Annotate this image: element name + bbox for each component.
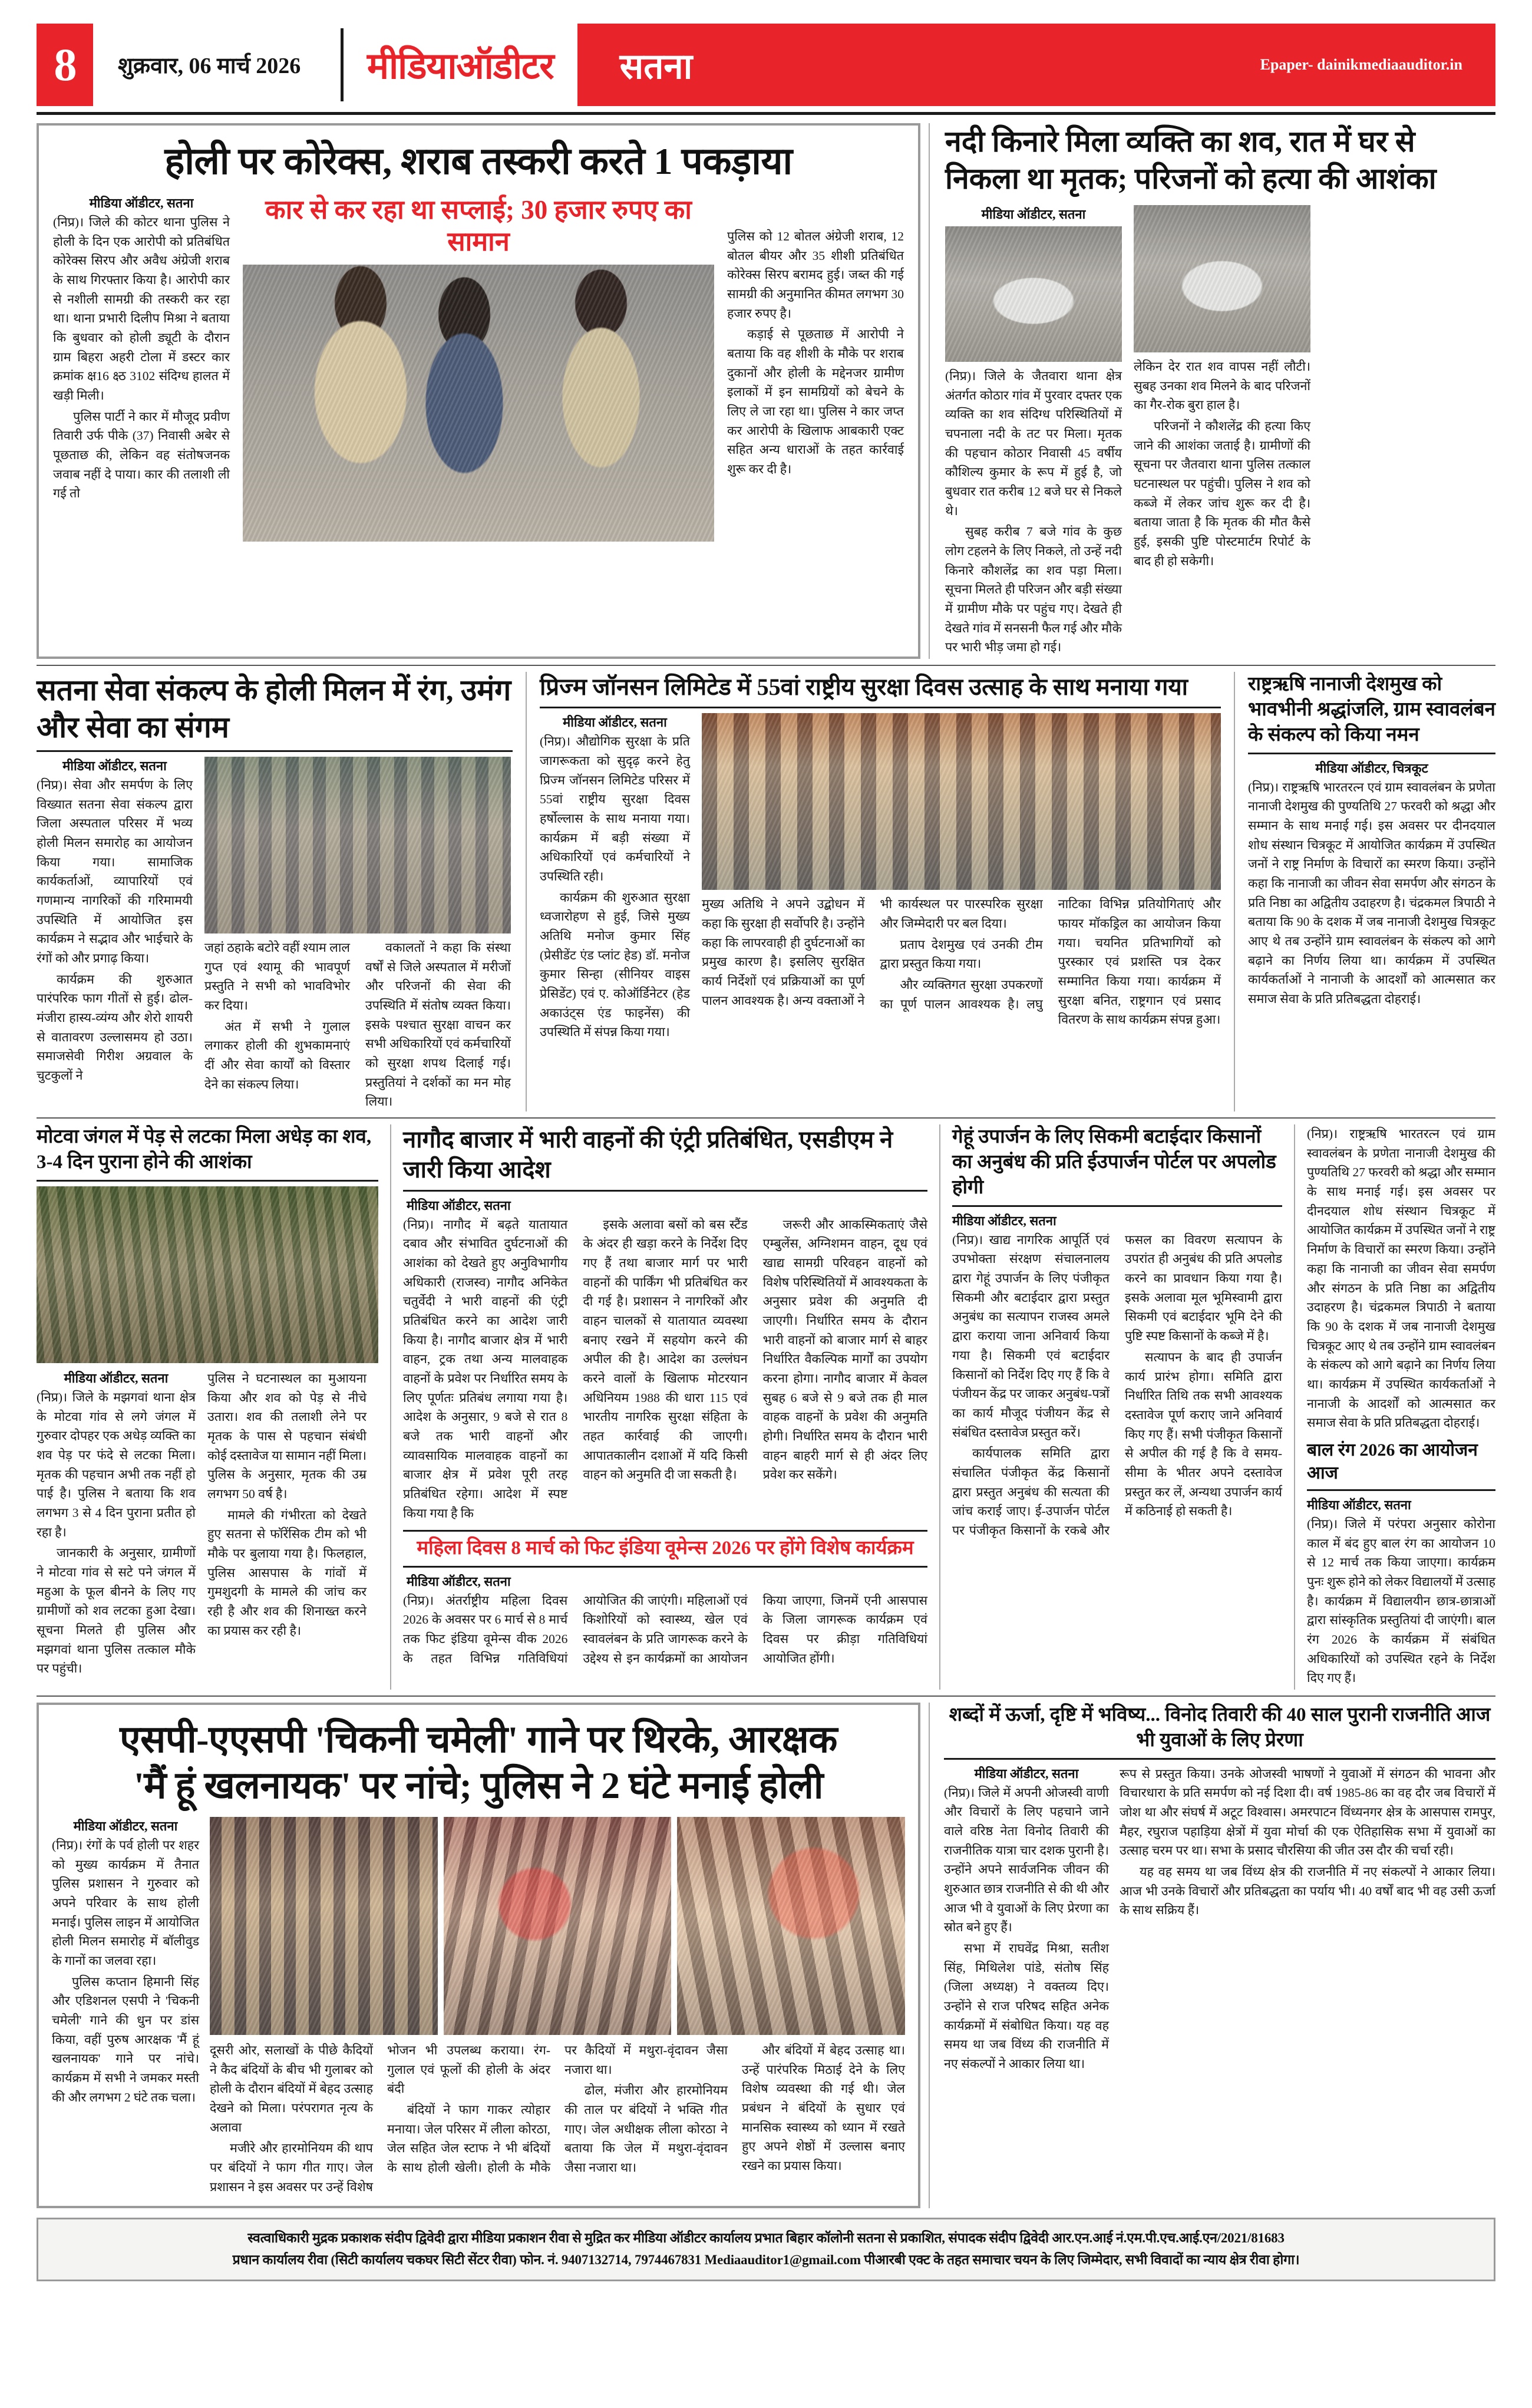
row3-section [37, 1124, 1495, 1690]
row3-s1-c2-p1: पुलिस ने घटनास्थल का मुआयना किया और शव को पेड़ से नीचे उतारा। शव की तलाशी लेने पर मृतक के पास से पहचान संबंधी कोई दस्तावेज या सामान नहीं मिला। पुलिस के अनुसार, मृतक की उम्र लगभग 50 वर्ष है। [207, 1371, 367, 1501]
page-footer [37, 2218, 1495, 2281]
epaper-url[interactable]: Epaper- dainikmediaauditor.in [1260, 56, 1462, 73]
row3-s1-c1-p1: (निप्र)। जिले के मझगवां थाना क्षेत्र के मोटवा गांव से लगे जंगल में गुरुवार दोपहर एक अधेड़ व्यक्ति का शव पेड़ पर फंदे से लटका मिला। मृतक की पहचान अभी तक नहीं हो पाई है। पुलिस ने बताया कि शव लगभग 3 से 4 दिन पुराना प्रतीत हो रहा है। [37, 1390, 196, 1539]
footer-imprint-line2: प्रधान कार्यालय रीवा (सिटी कार्यालय चकघर सिटी सेंटर रीवा) फोन. नं. 9407132714, 7974467831 Mediaauditor1@gmail.com पीआरबी एक्ट के तहत समाचार चयन के लिए जिम्मेदार, सभी विवादों का न्याय क्षेत्र रीवा होगा। [232, 2252, 1300, 2268]
masthead-rule [37, 112, 1495, 115]
row3-story3-cols [952, 1231, 1282, 1541]
bot-s2-c2-p1: रूप से प्रस्तुत किया। उनके ओजस्वी भाषणों ने युवाओं में संगठन की भावना और विचारधारा के प्रति समर्पण को नई दिशा दी। वर्ष 1985-86 का वह दौर जब विचारों में जोश था और संघर्ष में अटूट विश्वास। अमरपाटन विंध्यनगर क्षेत्र के आसपास रामपुर, मैहर, रघुराज पहाड़िया क्षेत्रों में युवा मोर्चा की एक ऐतिहासिक सभा में युवाओं का उत्साह चरम पर था। सभा के प्रसाद चौरसिया की जीत उस दौर की चर्चा रही। [1120, 1766, 1495, 1858]
bot-s2-c1-p2: सभा में राघवेंद्र मिश्रा, सतीश सिंह, मिथिलेश पांडे, संतोष सिंह (जिला अध्यक्ष) ने वक्तव्य दिए। उन्होंने से राज परिषद सहित अनेक कार्यक्रमों में संबोधित किया। यह वह समय था जब विंध्य की राजनीति में नए संकल्पों ने आकार लिया था। [944, 1941, 1109, 2071]
row3-story2b-rule-bottom [403, 1566, 927, 1568]
bottom-photo-holi-3 [677, 1817, 905, 2035]
bottom-section [37, 1703, 1495, 2209]
brand-logo: मीडियाऑडीटर [367, 47, 554, 87]
lead-col2-p1: पुलिस को 12 बोतल अंग्रेजी शराब, 12 बोतल बीयर और 35 शीशी प्रतिबंधित कोरेक्स सिरप बरामद हुई। जब्त की गई सामग्री की अनुमानित कीमत लगभग 30 हजार रुपए है। [727, 229, 904, 321]
bot-s1-c3-p1: बंदियों ने फाग गाकर त्योहार मनाया। जेल परिसर में लीला कोरठा, जेल सहित जेल स्टाफ ने भी बंदियों के साथ होली खेली। होली के मौके पर कैदियों में मथुरा-वृंदावन जैसा नजारा था। [387, 2043, 728, 2175]
row2-story3-headline: राष्ट्रऋषि नानाजी देशमुख को भावभीनी श्रद्धांजलि, ग्राम स्वावलंबन के संकल्प को किया नमन [1248, 674, 1495, 746]
masthead [37, 24, 1495, 106]
row3-s4-p1: (निप्र)। जिले में परंपरा अनुसार कोरोना काल में बंद हुए बाल रंग का आयोजन 10 से 12 मार्च तक किया जाएगा। कार्यक्रम पुनः शुरू होने को लेकर विद्यालयों में उत्साह है। कार्यक्रम में विद्यालयीन छात्र-छात्राओं द्वारा सांस्कृतिक प्रस्तुतियां दी जाएंगी। बाल रंग 2026 के कार्यक्रम में संबंधित अधिकारियों को उपस्थित रहने के निर्देश दिए गए हैं। [1307, 1516, 1495, 1685]
bottom-story-vinod-tiwari[interactable] [929, 1703, 1495, 2209]
row2-story2-photo [702, 713, 1221, 890]
row3-story3-byline: मीडिया ऑडीटर, सतना [952, 1213, 1056, 1228]
top-right-photo-1 [945, 226, 1122, 362]
brand-container [344, 24, 577, 106]
lead-col1-p2: पुलिस पार्टी ने कार में मौजूद प्रवीण तिवारी उर्फ पीके (37) निवासी अबेर से पूछताछ की, लेकिन वह संतोषजनक जवाब नहीं दे पाया। कार की तलाशी ली गई तो [53, 409, 230, 501]
top-right-photo-2 [1134, 205, 1310, 352]
top-right-col1 [945, 367, 1122, 657]
row3-story2-cols [403, 1215, 927, 1523]
bottom-photo-holi-1 [210, 1817, 438, 2035]
lead-col2 [727, 227, 904, 479]
edition-banner [577, 24, 1495, 106]
row2-s1-c1-p1: (निप्र)। सेवा और समर्पण के लिए विख्यात सतना सेवा संकल्प द्वारा जिला अस्पताल परिसर में भव्य होली मिलन समारोह का आयोजन किया गया। सामाजिक कार्यकर्ताओं, व्यापारियों एवं गणमान्य नागरिकों की गरिमामयी उपस्थिति में आयोजित इस कार्यक्रम ने सद्भाव और भाईचारे के रंगों को और प्रगाढ़ किया। [37, 778, 193, 966]
row2-story1-cols [204, 938, 511, 1111]
top-right-col2-p2: परिजनों ने कौशलेंद्र की हत्या किए जाने की आशंका जताई है। ग्रामीणों की सूचना पर जैतवारा थाना पुलिस तत्काल घटनास्थल पर पहुंची। पुलिस ने शव को कब्जे में लेकर जांच शुरू कर दी है। बताया जाता है कि मृतक की मौत कैसे हुई, इसकी पुष्टि पोस्टमार्टम रिपोर्ट के बाद ही हो सकेगी। [1134, 419, 1310, 568]
section-rule-2 [37, 1117, 1495, 1119]
top-right-headline: नदी किनारे मिला व्यक्ति का शव, रात में घर से निकला था मृतक; परिजनों को हत्या की आशंका [945, 125, 1437, 195]
row3-story3-rule [952, 1205, 1282, 1207]
bottom-story2-col1 [944, 1783, 1109, 2074]
top-right-col1-p2: सुबह करीब 7 बजे गांव के कुछ लोग टहलने के लिए निकले, तो उन्हें नदी किनारे कौशलेंद्र का शव पड़ा मिला। सूचना मिलते ही परिजन और बड़ी संख्या में ग्रामीण मौके पर पहुंच गए। देखते ही देखते गांव में सनसनी फैल गई और मौके पर भारी भीड़ जमा हो गई। [945, 525, 1122, 655]
row2-s1-c1-p2: कार्यक्रम की शुरुआत पारंपरिक फाग गीतों से हुई। ढोल-मंजीरा हास्य-व्यंग्य और शेरो शायरी से वातावरण उल्लासमय हो उठा। समाजसेवी गिरीश अग्रवाल के चुटकुलों ने [37, 972, 193, 1083]
lead-col2-p2: कड़ाई से पूछताछ में आरोपी ने बताया कि वह शीशी के मौके पर शराब दुकानों और होली के मद्देनजर ग्रामीण इलाकों में इन सामग्रियों को बेचने के लिए ले जा रहा था। पुलिस ने कार जप्त कर आरोपी के खिलाफ आबकारी एक्ट सहित अन्य धाराओं के तहत कार्रवाई शुरू कर दी है। [727, 327, 904, 477]
lead-kicker: कार से कर रहा था सप्लाई; 30 हजार रुपए का सामान [265, 195, 692, 257]
edition-name: सतना [619, 47, 693, 86]
row3-story2b-rule-top [403, 1530, 927, 1532]
row2-story3-body [1248, 778, 1495, 1009]
lead-col1-p1: (निप्र)। जिले की कोटर थाना पुलिस ने होली के दिन एक आरोपी को प्रतिबंधित कोरेक्स सिरप और अवैध अंग्रेजी शराब के साथ गिरफ्तार किया है। आरोपी कार से नशीली सामग्री की तस्करी कर रहा था। थाना प्रभारी दिलीप मिश्रा ने बताया कि बुधवार को होली ड्यूटी के दौरान ग्राम बिहरा अहरी टोला में डस्टर कार क्रमांक क्ष16 क्ष्ठ 3102 संदिग्ध हालत में खड़ी मिली। [53, 215, 230, 403]
row3-s2-c3: जरूरी और आकस्मिकताएं जैसे एम्बुलेंस, अग्निशमन वाहन, दूध एवं खाद्य सामग्री परिवहन वाहनों को विशेष परिस्थितियों में आवश्यकता के अनुसार प्रवेश की अनुमति दी जाएगी। निर्धारित समय के दौरान भारी वाहनों को बाजार मार्ग से बाहर निर्धारित वैकल्पिक मार्गों का उपयोग करना होगा। नागौद बाजार में केवल सुबह 6 बजे से 9 बजे तक ही माल वाहक वाहनों के प्रवेश की अनुमति होगी। निर्धारित समय के दौरान भारी वाहन बाहरी मार्ग से ही अंदर लिए प्रवेश कर सकेंगे। [762, 1217, 927, 1482]
row2-s2-c3-p1: और व्यक्तिगत सुरक्षा उपकरणों का पूर्ण पालन आवश्यक है। लघु नाटिका विभिन्न प्रतियोगिताएं और फायर मॉकड्रिल का आयोजन किया गया। चयनित प्रतिभागियों को पुरस्कार एवं प्रशस्ति पत्र देकर सम्मानित किया गया। कार्यक्रम में सुरक्षा बनित, राष्ट्रगान एवं प्रसाद वितरण के साथ कार्यक्रम संपन्न हुआ। [880, 897, 1221, 1027]
row3-story1-col2 [207, 1369, 367, 1640]
row3-story4-body [1307, 1515, 1495, 1688]
bot-s2-c2-p2: यह वह समय था जब विंध्य क्षेत्र की राजनीति में नए संकल्पों ने आकार लिया। आज भी उनके विचारों और प्रतिबद्धता का पर्याय भी। 40 वर्षों बाद भी वह उसी ऊर्जा के साथ सक्रिय हैं। [1120, 1865, 1495, 1918]
row3-s2-c1: (निप्र)। नागौद में बढ़ते यातायात दबाव और संभावित दुर्घटनाओं की आशंका को देखते हुए अनुविभागीय अधिकारी (राजस्व) नागौद अनिकेत चतुर्वेदी ने भारी वाहनों की एंट्री प्रतिबंधित करने का आदेश जारी किया है। नागौद बाजार क्षेत्र में भारी वाहन, ट्रक तथा अन्य मालवाहक वाहनों के प्रवेश पर निर्धारित समय के लिए पूर्णतः प्रतिबंध लगाया गया है। आदेश के अनुसार, 9 बजे से रात 8 बजे तक भारी वाहनों और व्यावसायिक मालवाहक वाहनों का बाजार क्षेत्र में प्रवेश पूरी तरह प्रतिबंधित रहेगा। आदेश में स्पष्ट किया गया है कि [403, 1217, 568, 1520]
bottom-story1-headline-l1: एसपी-एएसपी 'चिकनी चमेली' गाने पर थिरके, आरक्षक [120, 1718, 837, 1760]
row2-story1-headline: सतना सेवा संकल्प के होली मिलन में रंग, उमंग और सेवा का संगम [37, 674, 511, 744]
top-right-byline: मीडिया ऑडीटर, सतना [981, 207, 1086, 222]
page-number-badge [37, 24, 93, 106]
section-rule-3 [37, 1696, 1495, 1697]
bot-s1-c2-p1: दूसरी ओर, सलाखों के पीछे कैदियों ने कैद बंदियों के बीच भी गुलाबर को होली के दौरान बंदियों में बेहद उत्साह देखने को मिला। परंपरागत नृत्य के अलावा [210, 2043, 373, 2135]
row2-s1-c3-p1: वकालतों ने कहा कि संस्था वर्षों से जिले अस्पताल में मरीजों और परिजनों की सेवा की उपस्थिति में संतोष व्यक्त किया। इसके पश्चात सुरक्षा वाचन कर सभी अधिकारियों एवं कर्मचारियों को सुरक्षा शपथ दिलाई गई। प्रस्तुतियां ने दर्शकों का मन मोह लिया। [365, 941, 511, 1109]
bottom-story1-byline: मीडिया ऑडीटर, सतना [73, 1819, 178, 1834]
lead-story[interactable] [37, 123, 920, 659]
lead-byline: मीडिया ऑडीटर, सतना [89, 196, 194, 211]
bottom-story-holi-police[interactable] [37, 1703, 920, 2209]
bot-s1-c1-p1: (निप्र)। रंगों के पर्व होली पर शहर को मुख्य कार्यक्रम में तैनात पुलिस प्रशासन ने गुरुवार को अपने परिवार के साथ होली मनाई। पुलिस लाइन में आयोजित होली मिलन समारोह में बॉलीवुड के गानों का जलवा रहा। [52, 1838, 199, 1968]
row2-story-prism-johnson[interactable] [527, 672, 1234, 1111]
bottom-story1-col1 [52, 1836, 199, 2107]
row3-story1-rule [37, 1180, 378, 1182]
section-rule-1 [37, 665, 1495, 666]
row2-story3-byline: मीडिया ऑडीटर, चित्रकूट [1315, 760, 1428, 776]
lead-col1 [53, 213, 230, 503]
publication-date: शुक्रवार, 06 मार्च 2026 [118, 54, 301, 78]
row2-story2-byline: मीडिया ऑडीटर, सतना [563, 715, 667, 730]
row3-story2-byline: मीडिया ऑडीटर, सतना [407, 1198, 511, 1213]
bot-s1-c3-p2: ढोल, मंजीरा और हारमोनियम की ताल पर बंदियों ने भक्ति गीत गाए। जेल अधीक्षक लीला कोरठा ने बताया कि जेल में मथुरा-वृंदावन जैसा नजारा था। [564, 2083, 728, 2175]
row3-s2-c2: इसके अलावा बसों को बस स्टैंड के अंदर ही खड़ा करने के निर्देश दिए गए हैं तथा बाजार मार्ग पर भारी वाहनों की पार्किंग भी प्रतिबंधित कर दी गई है। प्रशासन ने नागरिकों और वाहन चालकों से यातायात व्यवस्था बनाए रखने में सहयोग करने की अपील की है। आदेश का उल्लंघन करने वालों के खिलाफ मोटरयान अधिनियम 1988 की धारा 115 एवं भारतीय नागरिक सुरक्षा संहिता के तहत कार्रवाई की जाएगी। आपातकालीन दशाओं में यदि किसी वाहन को अनुमति दी जा सकती है। [583, 1217, 748, 1482]
row2-story-nanaji[interactable] [1235, 672, 1495, 1111]
row3-story1-col1 [37, 1388, 196, 1678]
row2-s2-c2-p1: मुख्य अतिथि ने अपने उद्बोधन में कहा कि सुरक्षा ही सर्वोपरि है। उन्होंने कहा कि लापरवाही ही दुर्घटनाओं का प्रमुख कारण है। इसलिए सुरक्षित कार्य निर्देशों एवं प्रक्रियाओं का पूर्ण पालन आवश्यक है। अन्य वक्ताओं ने भी कार्यस्थल पर पारस्परिक सुरक्षा और जिम्मेदारी पर बल दिया। [702, 897, 1043, 1008]
row2-story2-rule [540, 707, 1221, 708]
row3-s4-continued: (निप्र)। राष्ट्रऋषि भारतरत्न एवं ग्राम स्वावलंबन के प्रणेता नानाजी देशमुख की पुण्यतिथि 27 फरवरी को श्रद्धा और सम्मान के साथ मनाई गई। इस अवसर पर दीनदयाल शोध संस्थान चित्रकूट में आयोजित कार्यक्रम में उपस्थित जनों ने राष्ट्र निर्माण के विचारों का स्मरण किया। उन्होंने कहा कि नानाजी का जीवन सेवा समर्पण और संगठन के प्रति निष्ठा का अद्वितीय उदाहरण है। चंद्रकमल त्रिपाठी ने बताया कि 90 के दशक में जब नानाजी देशमुख चित्रकूट आए थे तब उन्होंने ग्राम स्वावलंबन के संकल्प को आगे बढ़ाने का निर्णय लिया था। कार्यक्रम में उपस्थित कार्यकर्ताओं ने नानाजी के आदर्शों को आत्मसात कर समाज सेवा के प्रति प्रतिबद्धता दोहराई। [1307, 1127, 1495, 1430]
row3-s1-c1-p2: जानकारी के अनुसार, ग्रामीणों ने मोटवा गांव से सटे पने जंगल में महुआ के फूल बीनने के लिए गए ग्रामीणों को शव लटका हुआ देखा। सूचना मिलते ही पुलिस और मझगवां थाना पुलिस तत्काल मौके पर पहुंची। [37, 1546, 196, 1676]
row2-s2-c1-p2: कार्यक्रम की शुरुआत सुरक्षा ध्वजारोहण से हुई, जिसे मुख्य अतिथि मनोज कुमार सिंह (प्रेसीडेंट एंड प्लांट हेड) डॉ. मनोज कुमार सिन्हा (सीनियर वाइस प्रेसिडेंट) एवं ए. कोऑर्डिनेटर (हेड अकाउंट्स एंड फाइनेंस) की उपस्थिति में संपन्न किया गया। [540, 890, 690, 1040]
row3-story1-byline: मीडिया ऑडीटर, सतना [64, 1370, 169, 1386]
bot-s1-c1-p2: पुलिस कप्तान हिमानी सिंह और एडिशनल एसपी ने 'चिकनी चमेली' गाने की धुन पर डांस किया, वहीं पुरुष आरक्षक 'मैं हूं खलनायक' गाने पर नांचे। कार्यक्रम में सभी ने जमकर मस्ती की और लगभग 2 घंटे तक चला। [52, 1974, 199, 2104]
row3-story3-headline: गेहूं उपार्जन के लिए सिकमी बटाईदार किसानों का अनुबंध की प्रति ईउपार्जन पोर्टल पर अपलोड होगी [952, 1126, 1276, 1198]
row2-story3-rule [1248, 753, 1495, 754]
row2-s2-c1-p1: (निप्र)। औद्योगिक सुरक्षा के प्रति जागरूकता को सुदृढ़ करने हेतु प्रिज्म जॉनसन लिमिटेड परिसर में 55वां राष्ट्रीय सुरक्षा दिवस हर्षोल्लास के साथ मनाया गया। कार्यक्रम में बड़ी संख्या में अधिकारियों एवं कर्मचारियों ने उपस्थिति रही। [540, 734, 690, 883]
row2-s1-c2-p2: अंत में सभी ने गुलाल लगाकर होली की शुभकामनाएं दीं और सेवा कार्यों को विस्तार देने का संकल्प लिया। [204, 1019, 350, 1091]
row3-story2b-body [403, 1591, 927, 1669]
row2-story1-col1 [37, 776, 193, 1086]
row2-s1-c2-p1: जहां ठहाके बटोरे वहीं श्याम लाल गुप्त एवं श्यामू की भावपूर्ण प्रस्तुति ने सभी को भावविभोर कर दिया। [204, 941, 350, 1013]
row3-story1-photo [37, 1186, 378, 1363]
row2-story2-headline: प्रिज्म जॉनसन लिमिटेड में 55वां राष्ट्रीय सुरक्षा दिवस उत्साह के साथ मनाया गया [540, 674, 1188, 701]
row3-s3-c3: सत्यापन के बाद ही उपार्जन कार्य प्रारंभ होगा। समिति द्वारा निर्धारित तिथि तक सभी आवश्यक दस्तावेज पूर्ण कराए जाने अनिवार्य किए गए हैं। सभी पंजीकृत किसानों से अपील की गई है कि वे समय-सीमा के भीतर अपने दस्तावेज प्रस्तुत कर लें, अन्यथा उपार्जन कार्य में कठिनाई हो सकती है। [1125, 1350, 1282, 1519]
row2-story1-photo [204, 757, 511, 933]
top-right-col1-p1: (निप्र)। जिले के जैतवारा थाना क्षेत्र अंतर्गत कोठार गांव में पुरवार दफ्तर एक व्यक्ति का शव संदिग्ध परिस्थितियों में चपनाला नदी के तट पर मिला। मृतक की पहचान कोठार निवासी 45 वर्षीय कौशिल्य कुमार के रूप में हुई है, जो बुधवार रात करीब 12 बजे घर से निकले थे। [945, 369, 1122, 518]
bottom-story1-cols [210, 2041, 905, 2196]
row3-story2-rule [403, 1190, 927, 1192]
top-section [37, 123, 1495, 659]
lead-photo-arrest [243, 265, 714, 542]
row2-story1-byline: मीडिया ऑडीटर, सतना [62, 758, 167, 774]
row3-story-motwa[interactable] [37, 1124, 390, 1690]
bottom-story2-col2 [1120, 1764, 1495, 1920]
bottom-story1-headline-l2: 'मैं हूं खलनायक' पर नांचे; पुलिस ने 2 घंटे मनाई होली [133, 1764, 823, 1806]
top-right-story[interactable] [929, 123, 1495, 659]
row2-s3-p1: (निप्र)। राष्ट्रऋषि भारतरत्न एवं ग्राम स्वावलंबन के प्रणेता नानाजी देशमुख की पुण्यतिथि 27 फरवरी को श्रद्धा और सम्मान के साथ मनाई गई। इस अवसर पर दीनदयाल शोध संस्थान चित्रकूट में आयोजित कार्यक्रम में उपस्थित जनों ने राष्ट्र निर्माण के विचारों का स्मरण किया। उन्होंने कहा कि नानाजी का जीवन सेवा समर्पण और संगठन के प्रति निष्ठा का अद्वितीय उदाहरण है। चंद्रकमल त्रिपाठी ने बताया कि 90 के दशक में जब नानाजी देशमुख चित्रकूट आए थे तब उन्होंने ग्राम स्वावलंबन के संकल्प को आगे बढ़ाने का निर्णय लिया था। कार्यक्रम में उपस्थित कार्यकर्ताओं ने नानाजी के आदर्शों को आत्मसात कर समाज सेवा के प्रति प्रतिबद्धता दोहराई। [1248, 780, 1495, 1007]
lead-headline: होली पर कोरेक्स, शराब तस्करी करते 1 पकड़ाया [164, 140, 793, 182]
row2-story2-col1 [540, 732, 690, 1042]
row3-s2b-p1: (निप्र)। अंतर्राष्ट्रीय महिला दिवस 2026 के अवसर पर 6 मार्च से 8 मार्च तक फिट इंडिया वूमेन्स वीक 2026 के तहत विभिन्न गतिविधियां आयोजित की जाएंगी। महिलाओं एवं किशोरियों को स्वास्थ्य, खेल एवं स्वावलंबन के प्रति जागरूक करने के उद्देश्य से इन कार्यक्रमों का आयोजन किया जाएगा, जिनमें एनी आसपास के जिला जागरूक कार्यक्रम एवं दिवस पर क्रीड़ा गतिविधियां आयोजित होंगी। [403, 1593, 927, 1665]
date-container [93, 24, 341, 106]
row3-s3-c2: कार्यपालक समिति द्वारा संचालित पंजीकृत केंद्र किसानों द्वारा प्रस्तुत अनुबंध की सत्यता की जांच कराई जाए। ई-उपार्जन पोर्टल पर पंजीकृत किसानों के रकबे और फसल का विवरण सत्यापन के उपरांत ही अनुबंध की प्रति अपलोड करने का प्रावधान किया गया है। इसके अलावा मूल भूमिस्वामी द्वारा सिकमी एवं बटाईदार भूमि देने की पुष्टि स्पष्ट किसानों के कब्जे में है। [952, 1232, 1282, 1538]
top-right-col2 [1134, 357, 1310, 570]
bottom-photo-holi-2 [444, 1817, 672, 2035]
row3-s3-c1: (निप्र)। खाद्य नागरिक आपूर्ति एवं उपभोक्ता संरक्षण संचालनालय द्वारा गेहूं उपार्जन के लिए पंजीकृत सिकमी और बटाईदार द्वारा प्रस्तुत अनुबंध का सत्यापन राजस्व अमले द्वारा कराया जाना अनिवार्य किया गया है। सिकमी एवं बटाईदार किसानों को निर्देश दिए गए हैं कि वे पंजीयन केंद्र पर जाकर अनुबंध-पत्रों का कार्य मौजूद पंजीयन केंद्र से संबंधित दस्तावेज प्रस्तुत करें। [952, 1232, 1110, 1440]
footer-imprint-line1: स्वत्वाधिकारी मुद्रक प्रकाशक संदीप द्विवेदी द्वारा मीडिया प्रकाशन रीवा से मुद्रित कर मीडिया ऑडीटर कार्यालय प्रभात बिहार कॉलोनी सतना से प्रकाशित, संपादक संदीप द्विवेदी आर.एन.आई नं.एम.पी.एच.आई.एन/2021/81683 [247, 2231, 1285, 2246]
row3-story2b-headline: महिला दिवस 8 मार्च को फिट इंडिया वूमेन्स 2026 पर होंगे विशेष कार्यक्रम [417, 1538, 914, 1559]
row3-story2-headline: नागौद बाजार में भारी वाहनों की एंट्री प्रतिबंधित, एसडीएम ने जारी किया आदेश [403, 1126, 893, 1183]
row2-section [37, 672, 1495, 1111]
top-right-col2-p1: लेकिन देर रात शव वापस नहीं लौटी। सुबह उनका शव मिलने के बाद परिजनों का गैर-रोक बुरा हाल है। [1134, 359, 1310, 413]
row3-s1-c2-p2: मामले की गंभीरता को देखते हुए सतना से फॉरेंसिक टीम को भी मौके पर बुलाया गया है। फिलहाल, पुलिस आसपास के गांवों में गुमशुदगी के मामले की जांच कर रही है और शव की शिनाख्त करने का प्रयास कर रही है। [207, 1508, 367, 1638]
row2-story-seva-sankalp[interactable] [37, 672, 526, 1111]
page-number: 8 [54, 39, 76, 90]
row3-story4-byline: मीडिया ऑडीटर, सतना [1307, 1497, 1411, 1512]
bottom-story2-byline: मीडिया ऑडीटर, सतना [974, 1766, 1079, 1781]
row3-story4-rule [1307, 1489, 1495, 1491]
row2-story1-rule [37, 750, 513, 752]
row3-story2b-byline: मीडिया ऑडीटर, सतना [407, 1574, 511, 1589]
row3-story4-lead-text [1307, 1124, 1495, 1433]
bottom-story2-headline: शब्दों में ऊर्जा, दृष्टि में भविष्य... विनोद तिवारी की 40 साल पुरानी राजनीति आज भी युवाओं के लिए प्रेरणा [949, 1704, 1491, 1751]
bot-s2-c1-p1: (निप्र)। जिले में अपनी ओजस्वी वाणी और विचारों के लिए पहचाने जाने वाले वरिष्ठ नेता विनोद तिवारी की राजनीतिक यात्रा चार दशक पुरानी है। उन्होंने अपने सार्वजनिक जीवन की शुरुआत छात्र राजनीति से की थी और आज भी वे युवाओं के लिए प्रेरणा का स्रोत बने हुए हैं। [944, 1785, 1109, 1935]
row2-s2-c2-p2: प्रताप देशमुख एवं उनकी टीम द्वारा प्रस्तुत किया गया। [880, 937, 1043, 971]
row2-story2-cols [702, 895, 1221, 1030]
bottom-story2-rule [944, 1758, 1495, 1760]
row3-story-nagaud[interactable] [391, 1124, 939, 1690]
row3-story1-headline: मोटवा जंगल में पेड़ से लटका मिला अधेड़ का शव, 3-4 दिन पुराना होने की आशंका [37, 1126, 372, 1173]
bot-s1-c4-p1: और बंदियों में बेहद उत्साह था। उन्हें पारंपरिक मिठाई देने के लिए विशेष व्यवस्था की गई थी। जेल प्रबंधन ने बंदियों के सुधार एवं मानसिक स्वास्थ्य को ध्यान में रखते हुए अपने शेष्ठों में उल्लास बनाए रखने का प्रयास किया। [742, 2043, 905, 2173]
bot-s1-c2-p2: मजीरे और हारमोनियम की थाप पर बंदियों ने फाग गीत गाए। जेल प्रशासन ने इस अवसर पर उन्हें विशेष भोजन भी उपलब्ध कराया। रंग-गुलाल एवं फूलों की होली के अंदर बंदी [210, 2043, 550, 2194]
row3-story-balrang[interactable] [1295, 1124, 1495, 1690]
row3-story4-headline: बाल रंग 2026 का आयोजन आज [1307, 1440, 1478, 1483]
row3-story-wheat[interactable] [940, 1124, 1294, 1690]
